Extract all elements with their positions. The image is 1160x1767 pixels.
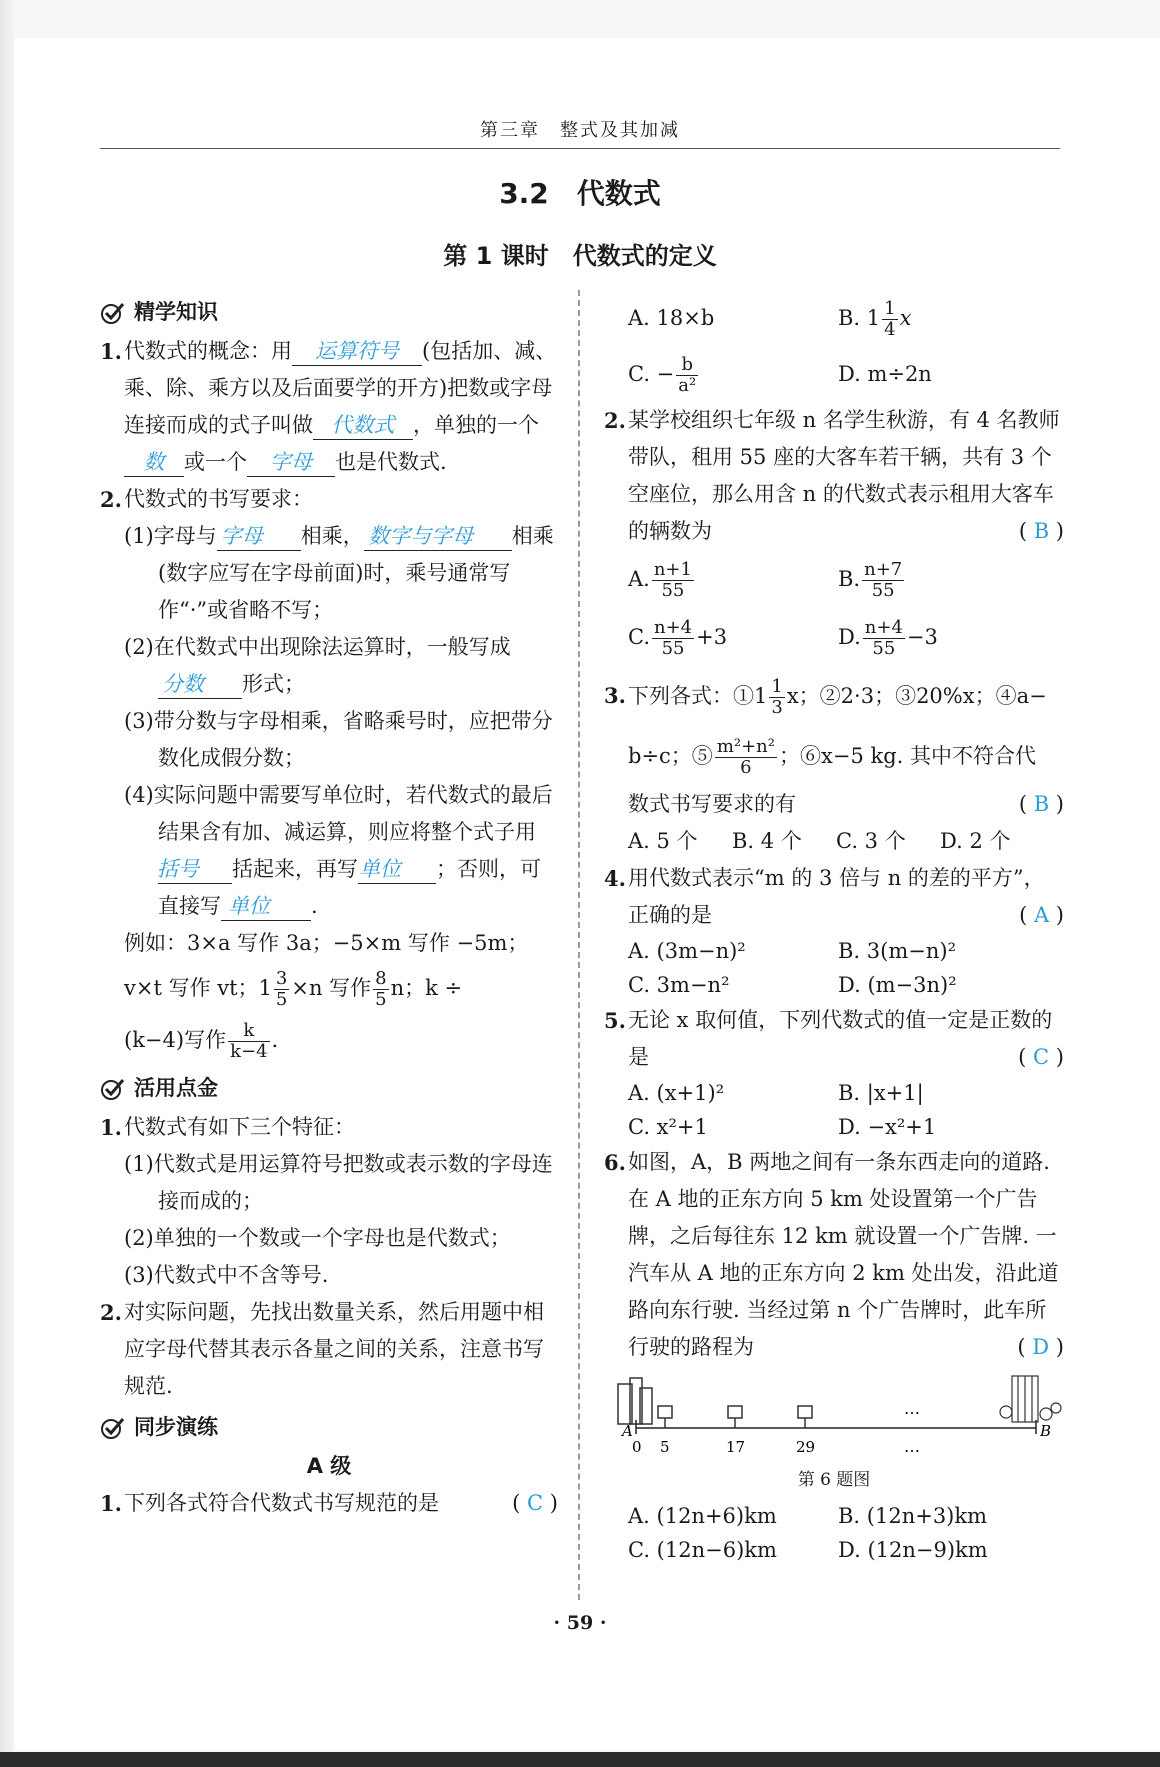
tip-1-point-2: (2)单独的一个数或一个字母也是代数式； bbox=[124, 1226, 511, 1250]
check-icon bbox=[100, 300, 126, 326]
level-heading: A 级 bbox=[306, 1454, 352, 1478]
bottom-bar bbox=[0, 1752, 1160, 1767]
check-icon bbox=[100, 1076, 126, 1102]
header-rule bbox=[100, 148, 1060, 149]
answer-blank: 字母 bbox=[217, 522, 301, 551]
question-1-options-row-2: C. − $\frac{b}{\text{a²}}$ D. m÷2n bbox=[628, 354, 932, 396]
question-2: 2. 某学校组织七年级 n 名学生秋游，有 4 名教师带队，租用 55 座的大客车若干辆，共有 3 个空座位，那么用含 n 的代数式表示租用大客车的辆数为 ( B ) bbox=[604, 408, 1064, 543]
tick-label: 0 bbox=[632, 1438, 642, 1456]
answer-blank: 运算符号 bbox=[292, 337, 422, 366]
question-4-options-row-1: A. (3m−n)² B. 3(m−n)² bbox=[628, 939, 956, 963]
question-1-options-row-1: A. 18×b B. 1 $\frac{1}{4}$ x bbox=[628, 298, 912, 340]
question-1: 1. 下列各式符合代数式书写规范的是 ( C ) bbox=[100, 1491, 558, 1516]
knowledge-1: 1. 代数式的概念：用 运算符号 (包括加、减、乘、除、乘方以及后面要学的开方)把数或字母连接而成的式子叫做 代数式 ，单独的一个数 或一个 字母 也是代数式. bbox=[100, 333, 558, 481]
knowledge-2-point-3: (3)带分数与字母相乘，省略乘号时，应把带分数化成假分数； bbox=[124, 709, 553, 770]
billboard-icon bbox=[798, 1406, 812, 1428]
page-shadow bbox=[0, 0, 14, 1767]
left-column bbox=[100, 290, 558, 1522]
point-a-label: A bbox=[622, 1422, 633, 1440]
section-heading: 精学知识 bbox=[100, 294, 558, 331]
answer-blank: 数 bbox=[124, 448, 184, 477]
right-column bbox=[604, 290, 1064, 1567]
answer-blank: 分数 bbox=[158, 670, 242, 699]
knowledge-2-point-4: (4)实际问题中需要写单位时，若代数式的最后结果含有加、减运算，则应将整个式子用括号 括起来，再写单位 ；否则，可直接写 单位 . bbox=[100, 777, 558, 925]
answer: D bbox=[1032, 1335, 1050, 1359]
question-5: 5. 无论 x 取何值，下列代数式的值一定是正数的是 ( C ) bbox=[604, 1008, 1064, 1069]
dots-label: … bbox=[904, 1437, 920, 1456]
tip-1-point-1: (1)代数式是用运算符号把数或表示数的字母连接而成的； bbox=[124, 1152, 553, 1213]
tip-1-point-3: (3)代数式中不含等号. bbox=[124, 1263, 329, 1287]
answer-blank: 单位 bbox=[221, 892, 311, 921]
question-3-line-3: 数式书写要求的有 ( B ) bbox=[628, 792, 1064, 816]
road-diagram bbox=[604, 1370, 1064, 1462]
section-heading: 同步演练 bbox=[100, 1409, 558, 1446]
column-divider bbox=[578, 290, 580, 1600]
tick-label: 29 bbox=[796, 1438, 816, 1456]
tick-label: 17 bbox=[726, 1438, 746, 1456]
section-title: 3.2 代数式 bbox=[499, 177, 661, 210]
answer-blank: 括号 bbox=[158, 855, 232, 884]
billboard-icon bbox=[658, 1406, 672, 1428]
question-3-line-1: 3. 下列各式：①1 $\frac{1}{3}$ x；②2·3；③20%x；④a− bbox=[604, 676, 1047, 718]
lesson-title: 第 1 课时 代数式的定义 bbox=[443, 242, 717, 270]
example-line-1: 例如：3×a 写作 3a；−5×m 写作 −5m； bbox=[124, 931, 529, 955]
question-2-options-row-2: C. $\frac{n+4}{55}$ +3 D. $\frac{n+4}{55}$ −3 bbox=[628, 617, 938, 659]
knowledge-2-point-2: (2)在代数式中出现除法运算时，一般写成分数 形式； bbox=[100, 629, 558, 703]
answer: C bbox=[1033, 1045, 1050, 1069]
answer: B bbox=[1033, 519, 1050, 543]
question-4: 4. 用代数式表示“m 的 3 倍与 n 的差的平方”，正确的是 ( A ) bbox=[604, 866, 1064, 927]
building-a-icon bbox=[618, 1378, 652, 1424]
question-6-options-row-1: A. (12n+6)km B. (12n+3)km bbox=[628, 1504, 988, 1528]
question-5-options-row-2: C. x²+1 D. −x²+1 bbox=[628, 1115, 937, 1139]
answer: B bbox=[1033, 792, 1050, 816]
point-b-label: B bbox=[1040, 1422, 1052, 1440]
answer: A bbox=[1033, 903, 1050, 927]
answer-blank: 数字与字母 bbox=[364, 522, 512, 551]
example-line-3: (k−4)写作 $\frac{k}{k-4}$ . bbox=[124, 1020, 279, 1062]
chapter-header: 第三章 整式及其加减 bbox=[480, 120, 680, 141]
figure-caption: 第 6 题图 bbox=[797, 1470, 871, 1490]
question-5-options-row-1: A. (x+1)² B. |x+1| bbox=[628, 1081, 924, 1105]
example-line-2: v×t 写作 vt；1 $\frac{3}{5}$ ×n 写作 $\frac{8}{5}$ n；k ÷ bbox=[124, 968, 463, 1010]
question-6: 6. 如图，A，B 两地之间有一条东西走向的道路. 在 A 地的正东方向 5 km 处设置第一个广告牌，之后每往东 12 km 就设置一个广告牌. 一汽车从 A 地的正东方向 2 km 处出发，沿此道路向东行驶. 当经过第 n 个广告牌时，此车所行驶的路程为 ( D ) bbox=[604, 1150, 1064, 1359]
building-b-icon bbox=[1000, 1376, 1061, 1422]
page-number: · 59 · bbox=[553, 1612, 607, 1634]
question-4-options-row-2: C. 3m−n² D. (m−3n)² bbox=[628, 973, 957, 997]
knowledge-2-point-1: (1)字母与 字母 相乘， 数字与字母 相乘(数字应写在字母前面)时，乘号通常写作“·”或省略不写； bbox=[124, 524, 554, 622]
question-3-line-2: b÷c；⑤ $\frac{\text{m²+n²}}{6}$ ；⑥x−5 kg. 其中不符合代 bbox=[628, 736, 1036, 778]
question-2-options-row-1: A. $\frac{n+1}{55}$ B. $\frac{n+7}{55}$ bbox=[628, 559, 903, 601]
knowledge-2: 2. 代数式的书写要求： bbox=[100, 487, 313, 512]
answer-blank: 代数式 bbox=[313, 411, 413, 440]
tick-label: 5 bbox=[660, 1438, 670, 1456]
answer: C bbox=[527, 1491, 544, 1515]
section-heading: 活用点金 bbox=[100, 1070, 558, 1107]
answer-blank: 字母 bbox=[247, 448, 335, 477]
tip-1: 1. 代数式有如下三个特征： bbox=[100, 1115, 355, 1140]
billboard-icon bbox=[728, 1406, 742, 1428]
answer-blank: 单位 bbox=[358, 855, 436, 884]
tip-2: 2. 对实际问题，先找出数量关系，然后用题中相应字母代替其表示各量之间的关系，注意书写规范. bbox=[100, 1300, 544, 1398]
check-icon bbox=[100, 1415, 126, 1441]
question-6-options-row-2: C. (12n−6)km D. (12n−9)km bbox=[628, 1538, 988, 1562]
dots-label: … bbox=[904, 1399, 920, 1418]
question-3-options: A. 5 个 B. 4 个 C. 3 个 D. 2 个 bbox=[628, 829, 1011, 853]
